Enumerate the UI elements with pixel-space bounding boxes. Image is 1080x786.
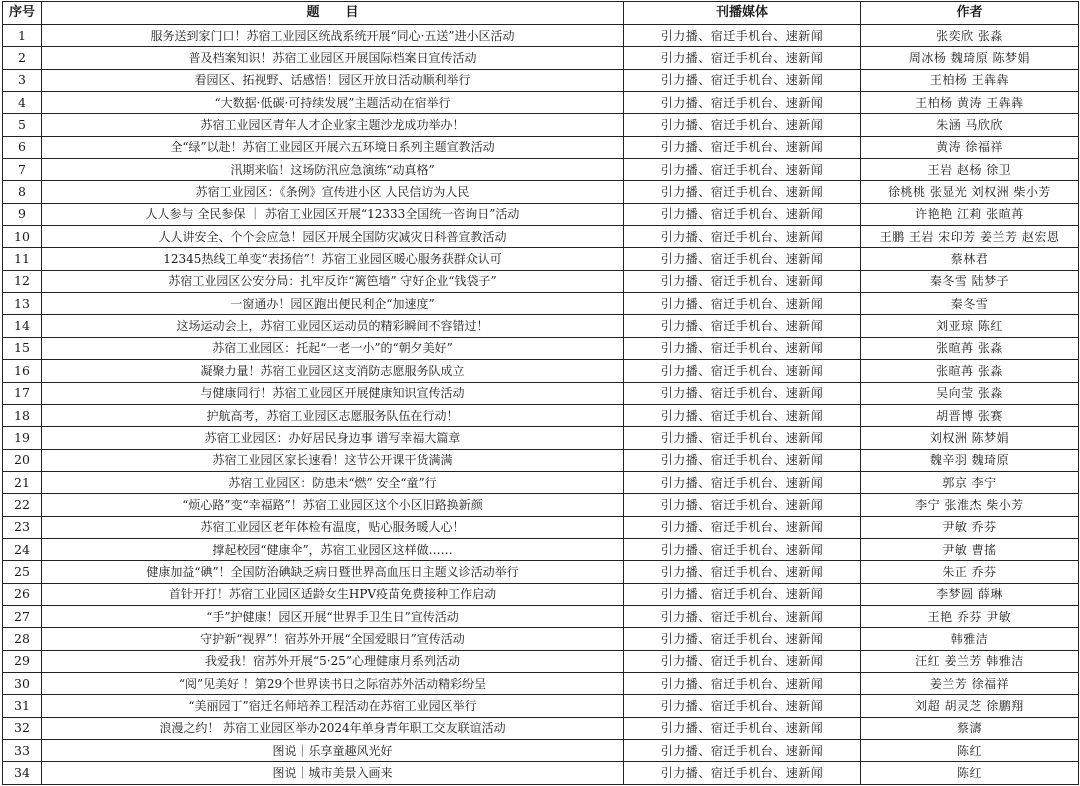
- cell-media: 引力播、宿迁手机台、速新闻: [624, 605, 861, 627]
- cell-title: 苏宿工业园区：《条例》宣传进小区 人民信访为人民: [42, 181, 624, 203]
- header-title: 题 目: [42, 2, 624, 25]
- cell-title: 全“绿”以赴！苏宿工业园区开展六五环境日系列主题宣教活动: [42, 136, 624, 158]
- cell-no: 4: [3, 92, 42, 114]
- cell-media: 引力播、宿迁手机台、速新闻: [624, 404, 861, 426]
- table-row: [3, 628, 1079, 650]
- cell-title: 苏宿工业园区青年人才企业家主题沙龙成功举办！: [42, 114, 624, 136]
- cell-media: 引力播、宿迁手机台、速新闻: [624, 628, 861, 650]
- cell-author: 尹敏 曹搖: [861, 538, 1079, 560]
- cell-author: 王柏杨 黄涛 王犇犇: [861, 92, 1079, 114]
- cell-no: 34: [3, 762, 42, 785]
- cell-author: 吴向莹 张淼: [861, 382, 1079, 404]
- table-row: [3, 672, 1079, 694]
- cell-author: 王岩 赵杨 徐卫: [861, 159, 1079, 181]
- cell-title: 苏宿工业园区老年体检有温度，贴心服务暖人心！: [42, 516, 624, 538]
- cell-author: 张奕欣 张淼: [861, 25, 1079, 47]
- cell-media: 引力播、宿迁手机台、速新闻: [624, 471, 861, 493]
- cell-media: 引力播、宿迁手机台、速新闻: [624, 672, 861, 694]
- cell-no: 18: [3, 404, 42, 426]
- cell-no: 20: [3, 449, 42, 471]
- cell-author: 刘亚琼 陈红: [861, 315, 1079, 337]
- table-row: [3, 494, 1079, 516]
- cell-author: 蔡林君: [861, 248, 1079, 270]
- cell-media: 引力播、宿迁手机台、速新闻: [624, 92, 861, 114]
- table-row: [3, 717, 1079, 739]
- cell-media: 引力播、宿迁手机台、速新闻: [624, 181, 861, 203]
- cell-title: 看园区、拓视野、话感悟！园区开放日活动顺利举行: [42, 69, 624, 91]
- header-row: [3, 2, 1079, 25]
- cell-no: 24: [3, 538, 42, 560]
- cell-author: 秦冬雪: [861, 293, 1079, 315]
- cell-title: 12345热线工单变“表扬信”！苏宿工业园区暖心服务获群众认可: [42, 248, 624, 270]
- cell-no: 30: [3, 672, 42, 694]
- table-row: [3, 695, 1079, 717]
- cell-author: 周冰杨 魏琦原 陈梦娟: [861, 47, 1079, 69]
- cell-title: 浪漫之约！ 苏宿工业园区举办2024年单身青年职工交友联谊活动: [42, 717, 624, 739]
- cell-title: 这场运动会上，苏宿工业园区运动员的精彩瞬间不容错过！: [42, 315, 624, 337]
- table-row: [3, 114, 1079, 136]
- cell-author: 朱正 乔芬: [861, 561, 1079, 583]
- cell-no: 8: [3, 181, 42, 203]
- cell-author: 郭京 李宁: [861, 471, 1079, 493]
- table-row: [3, 203, 1079, 225]
- cell-media: 引力播、宿迁手机台、速新闻: [624, 516, 861, 538]
- table-row: [3, 561, 1079, 583]
- cell-author: 王柏杨 王犇犇: [861, 69, 1079, 91]
- table-row: [3, 382, 1079, 404]
- cell-no: 25: [3, 561, 42, 583]
- cell-author: 韩雅洁: [861, 628, 1079, 650]
- cell-no: 31: [3, 695, 42, 717]
- cell-media: 引力播、宿迁手机台、速新闻: [624, 449, 861, 471]
- cell-media: 引力播、宿迁手机台、速新闻: [624, 136, 861, 158]
- cell-media: 引力播、宿迁手机台、速新闻: [624, 583, 861, 605]
- cell-author: 刘超 胡灵芝 徐鹏翔: [861, 695, 1079, 717]
- cell-no: 13: [3, 293, 42, 315]
- cell-no: 21: [3, 471, 42, 493]
- cell-title: “美丽园丁”宿迁名师培养工程活动在苏宿工业园区举行: [42, 695, 624, 717]
- cell-no: 15: [3, 337, 42, 359]
- cell-no: 32: [3, 717, 42, 739]
- cell-media: 引力播、宿迁手机台、速新闻: [624, 203, 861, 225]
- cell-no: 16: [3, 360, 42, 382]
- cell-no: 3: [3, 69, 42, 91]
- cell-title: 撑起校园“健康伞”，苏宿工业园区这样做……: [42, 538, 624, 560]
- cell-no: 2: [3, 47, 42, 69]
- cell-title: 汛期来临！这场防汛应急演练“动真格”: [42, 159, 624, 181]
- cell-no: 22: [3, 494, 42, 516]
- cell-media: 引力播、宿迁手机台、速新闻: [624, 740, 861, 762]
- cell-author: 蔡濤: [861, 717, 1079, 739]
- cell-author: 姜兰芳 徐福祥: [861, 672, 1079, 694]
- cell-media: 引力播、宿迁手机台、速新闻: [624, 538, 861, 560]
- cell-author: 尹敏 乔芬: [861, 516, 1079, 538]
- table-row: [3, 605, 1079, 627]
- cell-author: 黄涛 徐福祥: [861, 136, 1079, 158]
- cell-author: 许艳艳 江莉 张暄苒: [861, 203, 1079, 225]
- cell-title: 与健康同行！苏宿工业园区开展健康知识宣传活动: [42, 382, 624, 404]
- table-row: [3, 293, 1079, 315]
- cell-title: 人人参与 全民参保 ｜ 苏宿工业园区开展“12333全国统一咨询日”活动: [42, 203, 624, 225]
- table-body: [3, 25, 1079, 785]
- cell-no: 12: [3, 270, 42, 292]
- cell-no: 1: [3, 25, 42, 47]
- cell-media: 引力播、宿迁手机台、速新闻: [624, 650, 861, 672]
- table-row: [3, 159, 1079, 181]
- cell-author: 李梦圆 薛琳: [861, 583, 1079, 605]
- cell-author: 李宁 张淮杰 柴小芳: [861, 494, 1079, 516]
- cell-title: 我爱我！宿苏外开展“5·25”心理健康月系列活动: [42, 650, 624, 672]
- table-row: [3, 583, 1079, 605]
- table-row: [3, 226, 1079, 248]
- table-row: [3, 136, 1079, 158]
- works-table: [2, 1, 1079, 785]
- cell-title: 健康加益“碘”！全国防治碘缺乏病日暨世界高血压日主题义诊活动举行: [42, 561, 624, 583]
- cell-author: 魏辛羽 魏琦原: [861, 449, 1079, 471]
- cell-author: 汪红 姜兰芳 韩雅洁: [861, 650, 1079, 672]
- cell-title: “烦心路”变“幸福路”！苏宿工业园区这个小区旧路换新颜: [42, 494, 624, 516]
- cell-no: 27: [3, 605, 42, 627]
- table-row: [3, 248, 1079, 270]
- cell-media: 引力播、宿迁手机台、速新闻: [624, 315, 861, 337]
- table-row: [3, 25, 1079, 47]
- cell-media: 引力播、宿迁手机台、速新闻: [624, 494, 861, 516]
- table-row: [3, 471, 1079, 493]
- cell-title: 图说｜城市美景入画来: [42, 762, 624, 785]
- table-row: [3, 315, 1079, 337]
- cell-author: 陈红: [861, 740, 1079, 762]
- cell-author: 胡晋博 张赛: [861, 404, 1079, 426]
- cell-author: 陈红: [861, 762, 1079, 785]
- cell-title: 苏宿工业园区家长速看！这节公开课干货满满: [42, 449, 624, 471]
- header-no: 序号: [3, 2, 42, 25]
- cell-author: 张暄苒 张淼: [861, 360, 1079, 382]
- cell-author: 秦冬雪 陆梦子: [861, 270, 1079, 292]
- cell-title: 苏宿工业园区：防患未“燃” 安全“童”行: [42, 471, 624, 493]
- cell-author: 刘权洲 陈梦娟: [861, 427, 1079, 449]
- cell-title: 图说｜乐享童趣风光好: [42, 740, 624, 762]
- cell-media: 引力播、宿迁手机台、速新闻: [624, 248, 861, 270]
- table-row: [3, 449, 1079, 471]
- table-row: [3, 516, 1079, 538]
- cell-media: 引力播、宿迁手机台、速新闻: [624, 270, 861, 292]
- cell-media: 引力播、宿迁手机台、速新闻: [624, 762, 861, 785]
- cell-no: 26: [3, 583, 42, 605]
- table-row: [3, 740, 1079, 762]
- table-row: [3, 181, 1079, 203]
- cell-title: 人人讲安全、个个会应急！园区开展全国防灾减灾日科普宣教活动: [42, 226, 624, 248]
- cell-no: 7: [3, 159, 42, 181]
- cell-no: 10: [3, 226, 42, 248]
- cell-title: 凝聚力量！苏宿工业园区这支消防志愿服务队成立: [42, 360, 624, 382]
- cell-no: 19: [3, 427, 42, 449]
- table-row: [3, 650, 1079, 672]
- cell-author: 王鹏 王岩 宋印芳 姜兰芳 赵宏恩: [861, 226, 1079, 248]
- table-row: [3, 762, 1079, 785]
- cell-media: 引力播、宿迁手机台、速新闻: [624, 360, 861, 382]
- table-row: [3, 47, 1079, 69]
- cell-media: 引力播、宿迁手机台、速新闻: [624, 47, 861, 69]
- cell-title: 普及档案知识！苏宿工业园区开展国际档案日宣传活动: [42, 47, 624, 69]
- cell-author: 张暄苒 张淼: [861, 337, 1079, 359]
- cell-media: 引力播、宿迁手机台、速新闻: [624, 293, 861, 315]
- cell-title: 苏宿工业园区：托起“一老一小”的“朝夕美好”: [42, 337, 624, 359]
- cell-author: 王艳 乔芬 尹敏: [861, 605, 1079, 627]
- cell-author: 朱涵 马欣欣: [861, 114, 1079, 136]
- table-row: [3, 360, 1079, 382]
- table-row: [3, 427, 1079, 449]
- cell-no: 11: [3, 248, 42, 270]
- table-row: [3, 538, 1079, 560]
- cell-title: “阅”见美好 ！第29个世界读书日之际宿苏外活动精彩纷呈: [42, 672, 624, 694]
- cell-media: 引力播、宿迁手机台、速新闻: [624, 717, 861, 739]
- cell-media: 引力播、宿迁手机台、速新闻: [624, 427, 861, 449]
- cell-title: 护航高考，苏宿工业园区志愿服务队伍在行动！: [42, 404, 624, 426]
- table-row: [3, 92, 1079, 114]
- cell-title: 服务送到家门口！苏宿工业园区统战系统开展“同心·五送”进小区活动: [42, 25, 624, 47]
- cell-media: 引力播、宿迁手机台、速新闻: [624, 695, 861, 717]
- cell-title: “大数据·低碳·可持续发展”主题活动在宿举行: [42, 92, 624, 114]
- cell-title: 守护新“视界”！宿苏外开展“全国爱眼日”宣传活动: [42, 628, 624, 650]
- cell-no: 17: [3, 382, 42, 404]
- table-row: [3, 69, 1079, 91]
- cell-media: 引力播、宿迁手机台、速新闻: [624, 25, 861, 47]
- header-author: 作者: [861, 2, 1079, 25]
- cell-title: “手”护健康！园区开展“世界手卫生日”宣传活动: [42, 605, 624, 627]
- cell-media: 引力播、宿迁手机台、速新闻: [624, 226, 861, 248]
- cell-media: 引力播、宿迁手机台、速新闻: [624, 337, 861, 359]
- cell-no: 6: [3, 136, 42, 158]
- cell-title: 首针开打！苏宿工业园区适龄女生HPV疫苗免费接种工作启动: [42, 583, 624, 605]
- cell-media: 引力播、宿迁手机台、速新闻: [624, 382, 861, 404]
- cell-no: 14: [3, 315, 42, 337]
- cell-title: 苏宿工业园区：办好居民身边事 谱写幸福大篇章: [42, 427, 624, 449]
- cell-no: 9: [3, 203, 42, 225]
- table-row: [3, 404, 1079, 426]
- cell-no: 23: [3, 516, 42, 538]
- cell-author: 徐桃桃 张显光 刘权洲 柴小芳: [861, 181, 1079, 203]
- table-row: [3, 270, 1079, 292]
- header-media: 刊播媒体: [624, 2, 861, 25]
- cell-no: 5: [3, 114, 42, 136]
- cell-no: 33: [3, 740, 42, 762]
- cell-no: 28: [3, 628, 42, 650]
- cell-media: 引力播、宿迁手机台、速新闻: [624, 69, 861, 91]
- cell-media: 引力播、宿迁手机台、速新闻: [624, 561, 861, 583]
- cell-title: 一窗通办！园区跑出便民利企“加速度”: [42, 293, 624, 315]
- cell-title: 苏宿工业园区公安分局：扎牢反诈“篱笆墙” 守好企业“钱袋子”: [42, 270, 624, 292]
- table-row: [3, 337, 1079, 359]
- cell-media: 引力播、宿迁手机台、速新闻: [624, 114, 861, 136]
- cell-media: 引力播、宿迁手机台、速新闻: [624, 159, 861, 181]
- cell-no: 29: [3, 650, 42, 672]
